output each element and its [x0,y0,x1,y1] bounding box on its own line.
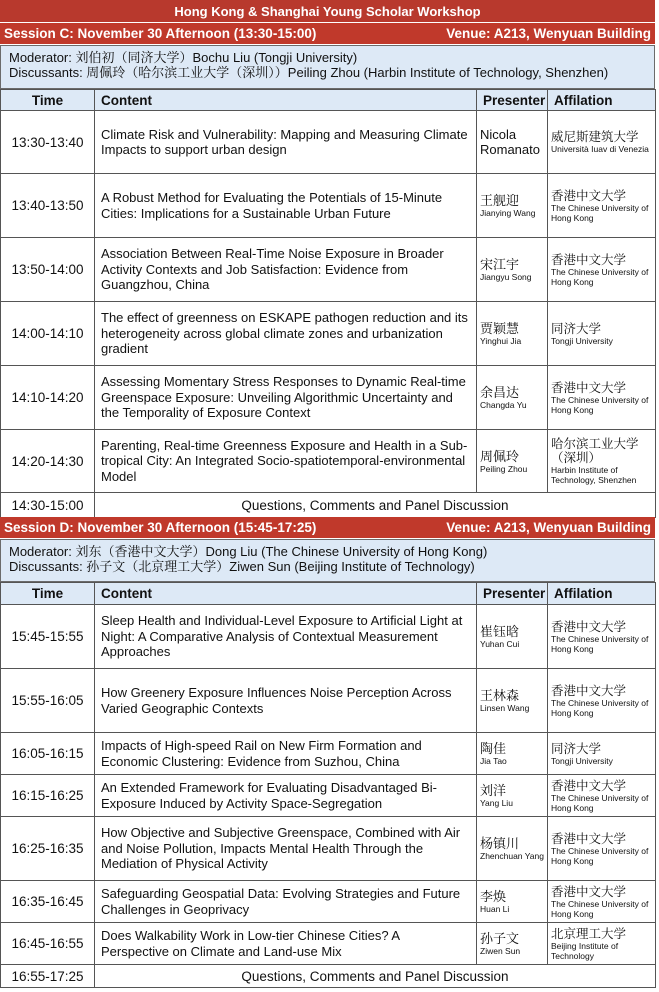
presenter-name: 贾颖慧 [480,321,520,336]
affiliation-name-en: Università Iuav di Venezia [551,144,649,154]
session-c-header [0,23,655,44]
row-time: 13:50-14:00 [1,238,95,302]
affiliation-name-en: The Chinese University of Hong Kong [551,394,649,415]
affiliation-name: 哈尔滨工业大学（深圳） [551,437,639,465]
row-presenter [477,881,548,923]
presenter-name-en: Yang Liu [480,798,513,808]
row-time: 16:05-16:15 [1,733,95,775]
row-content: An Extended Framework for Evaluating Disadvantaged Bi-Exposure Induced by Activity Space-Segregation [95,775,477,817]
affiliation-name: 同济大学 [551,321,602,336]
row-content: Does Walkability Work in Low-tier Chinese Cities? A Perspective on Climate and Land-use Mix [95,923,477,965]
affiliation-name: 北京理工大学 [551,926,627,941]
presenter-name-en: Ziwen Sun [480,946,521,956]
row-presenter [477,605,548,669]
row-time: 13:40-13:50 [1,174,95,238]
row-time: 15:55-16:05 [1,669,95,733]
row-presenter [477,302,548,366]
table-header-row [1,583,656,605]
row-time: 14:20-14:30 [1,430,95,493]
affiliation-name: 香港中文大学 [551,778,627,793]
row-affiliation [548,111,656,174]
row-presenter [477,430,548,493]
session-c-info [0,45,655,89]
header-content: Content [95,90,477,111]
row-affiliation [548,923,656,965]
table-row [1,733,656,775]
session-label: Session D: November 30 Afternoon (15:45-17:25) [4,520,317,535]
row-content: A Robust Method for Evaluating the Potentials of 15-Minute Cities: Implications for a Sustainable Urban Future [95,174,477,238]
row-presenter [477,817,548,881]
moderator-line: Moderator: 刘东（香港中文大学）Dong Liu (The Chinese University of Hong Kong) [9,544,488,559]
presenter-name: 刘洋 [480,783,507,798]
header-presenter: Presenter [477,583,548,605]
row-affiliation [548,174,656,238]
table-header-row [1,90,656,111]
table-row [1,238,656,302]
presenter-name-en: Linsen Wang [480,703,530,713]
presenter-name: 陶佳 [480,741,507,756]
affiliation-name-en: Tongji University [551,335,613,346]
session-d-header [0,517,655,538]
row-content: Safeguarding Geospatial Data: Evolving Strategies and Future Challenges in Geoprivacy [95,881,477,923]
discussion-text: Questions, Comments and Panel Discussion [95,493,656,518]
presenter-name: 王舰迎 [480,193,520,208]
affiliation-name-en: The Chinese University of Hong Kong [551,845,649,866]
row-affiliation [548,238,656,302]
table-row [1,605,656,669]
row-content: Assessing Momentary Stress Responses to Dynamic Real-time Greenspace Exposure: Unveiling Algorithmic Uncertainty and the Temporality of Exposure Context [95,366,477,430]
header-time: Time [1,583,95,605]
header-time: Time [1,90,95,111]
row-affiliation [548,430,656,493]
row-time: 16:35-16:45 [1,881,95,923]
presenter-name: 李焕 [480,889,507,904]
affiliation-name-en: The Chinese University of Hong Kong [551,266,649,287]
presenter-name: 杨镇川 [480,836,520,851]
row-affiliation [548,605,656,669]
row-time: 16:45-16:55 [1,923,95,965]
presenter-name: 宋江宇 [480,257,520,272]
affiliation-name: 香港中文大学 [551,831,627,846]
row-content: Parenting, Real-time Greenness Exposure and Health in a Sub-tropical City: An Integrated Socio-spatiotemporal-environmental Model [95,430,477,493]
table-row [1,302,656,366]
moderator-line: Moderator: 刘伯初（同济大学）Bochu Liu (Tongji University) [9,50,358,65]
session-d-table [0,582,656,988]
table-row [1,174,656,238]
affiliation-name: 香港中文大学 [551,380,627,395]
presenter-name-en: Zhenchuan Yang [480,851,544,861]
discussants-line: Discussants: 孙子文（北京理工大学）Ziwen Sun (Beijing Institute of Technology) [9,559,475,574]
presenter-name-en: Jianying Wang [480,208,536,218]
presenter-name-en: Peiling Zhou [480,463,528,474]
presenter-name: 王林森 [480,688,520,703]
affiliation-name-en: Tongji University [551,755,613,766]
affiliation-name-en: The Chinese University of Hong Kong [551,202,649,223]
row-content: Sleep Health and Individual-Level Exposure to Artificial Light at Night: A Comparative Analysis of Contextual Measurement Approaches [95,605,477,669]
table-row [1,669,656,733]
row-affiliation [548,669,656,733]
row-time: 16:55-17:25 [1,965,95,988]
row-time: 14:10-14:20 [1,366,95,430]
table-row [1,366,656,430]
row-time: 16:25-16:35 [1,817,95,881]
row-time: 16:15-16:25 [1,775,95,817]
session-label: Session C: November 30 Afternoon (13:30-15:00) [4,26,317,41]
presenter-name: Nicola Romanato [480,127,540,157]
row-presenter [477,923,548,965]
presenter-name-en: Changda Yu [480,400,527,410]
workshop-title: Hong Kong & Shanghai Young Scholar Workshop [0,0,655,22]
session-venue: Venue: A213, Wenyuan Building [446,26,651,41]
row-time: 15:45-15:55 [1,605,95,669]
row-presenter [477,669,548,733]
session-venue: Venue: A213, Wenyuan Building [446,520,651,535]
presenter-name: 余昌达 [480,385,520,400]
table-row [1,775,656,817]
table-row [1,111,656,174]
row-content: Climate Risk and Vulnerability: Mapping and Measuring Climate Impacts to support urban design [95,111,477,174]
presenter-name: 崔钰晗 [480,624,520,639]
affiliation-name: 香港中文大学 [551,683,627,698]
table-row [1,430,656,493]
presenter-name-en: Huan Li [480,904,510,914]
affiliation-name-en: The Chinese University of Hong Kong [551,697,649,718]
row-time: 14:30-15:00 [1,493,95,518]
affiliation-name-en: The Chinese University of Hong Kong [551,898,649,919]
row-presenter [477,111,548,174]
session-c-table [0,89,656,518]
header-affiliation: Affilation [548,90,656,111]
affiliation-name: 同济大学 [551,741,602,756]
presenter-name-en: Yinghui Jia [480,336,522,346]
presenter-name-en: Jiangyu Song [480,272,532,282]
header-presenter: Presenter [477,90,548,111]
discussion-text: Questions, Comments and Panel Discussion [95,965,656,988]
row-content: Association Between Real-Time Noise Exposure in Broader Activity Contexts and Job Satisfaction: Evidence from Guangzhou, China [95,238,477,302]
row-content: Impacts of High-speed Rail on New Firm Formation and Economic Clustering: Evidence from Suzhou, China [95,733,477,775]
table-row [1,923,656,965]
row-affiliation [548,366,656,430]
row-content: The effect of greenness on ESKAPE pathogen reduction and its heterogeneity across global climate zones and urbanization gradient [95,302,477,366]
row-presenter [477,775,548,817]
session-d-info [0,539,655,582]
discussion-row [1,965,656,988]
affiliation-name-en: Harbin Institute of Technology, Shenzhen [551,465,637,485]
presenter-name-en: Jia Tao [480,756,507,766]
affiliation-name-en: Beijing Institute of Technology [551,940,619,961]
row-presenter [477,733,548,775]
table-row [1,817,656,881]
table-row [1,881,656,923]
presenter-name: 周佩玲 [480,448,520,464]
row-content: How Objective and Subjective Greenspace, Combined with Air and Noise Pollution, Impacts Mental Health Through the Mediation of Physical Activity [95,817,477,881]
presenter-name-en: Yuhan Cui [480,639,520,649]
row-time: 14:00-14:10 [1,302,95,366]
header-content: Content [95,583,477,605]
discussants-line: Discussants: 周佩玲（哈尔滨工业大学（深圳））Peiling Zhou (Harbin Institute of Technology, Shenzhen) [9,65,609,80]
row-affiliation [548,881,656,923]
row-affiliation [548,302,656,366]
presenter-name: 孙子文 [480,931,520,946]
affiliation-name-en: The Chinese University of Hong Kong [551,792,649,813]
affiliation-name-en: The Chinese University of Hong Kong [551,633,649,654]
affiliation-name: 香港中文大学 [551,188,627,203]
affiliation-name: 香港中文大学 [551,884,627,899]
row-content: How Greenery Exposure Influences Noise Perception Across Varied Geographic Contexts [95,669,477,733]
header-affiliation: Affilation [548,583,656,605]
row-affiliation [548,733,656,775]
discussion-row [1,493,656,518]
affiliation-name: 威尼斯建筑大学 [551,130,639,144]
row-time: 13:30-13:40 [1,111,95,174]
row-affiliation [548,817,656,881]
row-presenter [477,174,548,238]
affiliation-name: 香港中文大学 [551,252,627,267]
row-affiliation [548,775,656,817]
row-presenter [477,366,548,430]
row-presenter [477,238,548,302]
affiliation-name: 香港中文大学 [551,619,627,634]
